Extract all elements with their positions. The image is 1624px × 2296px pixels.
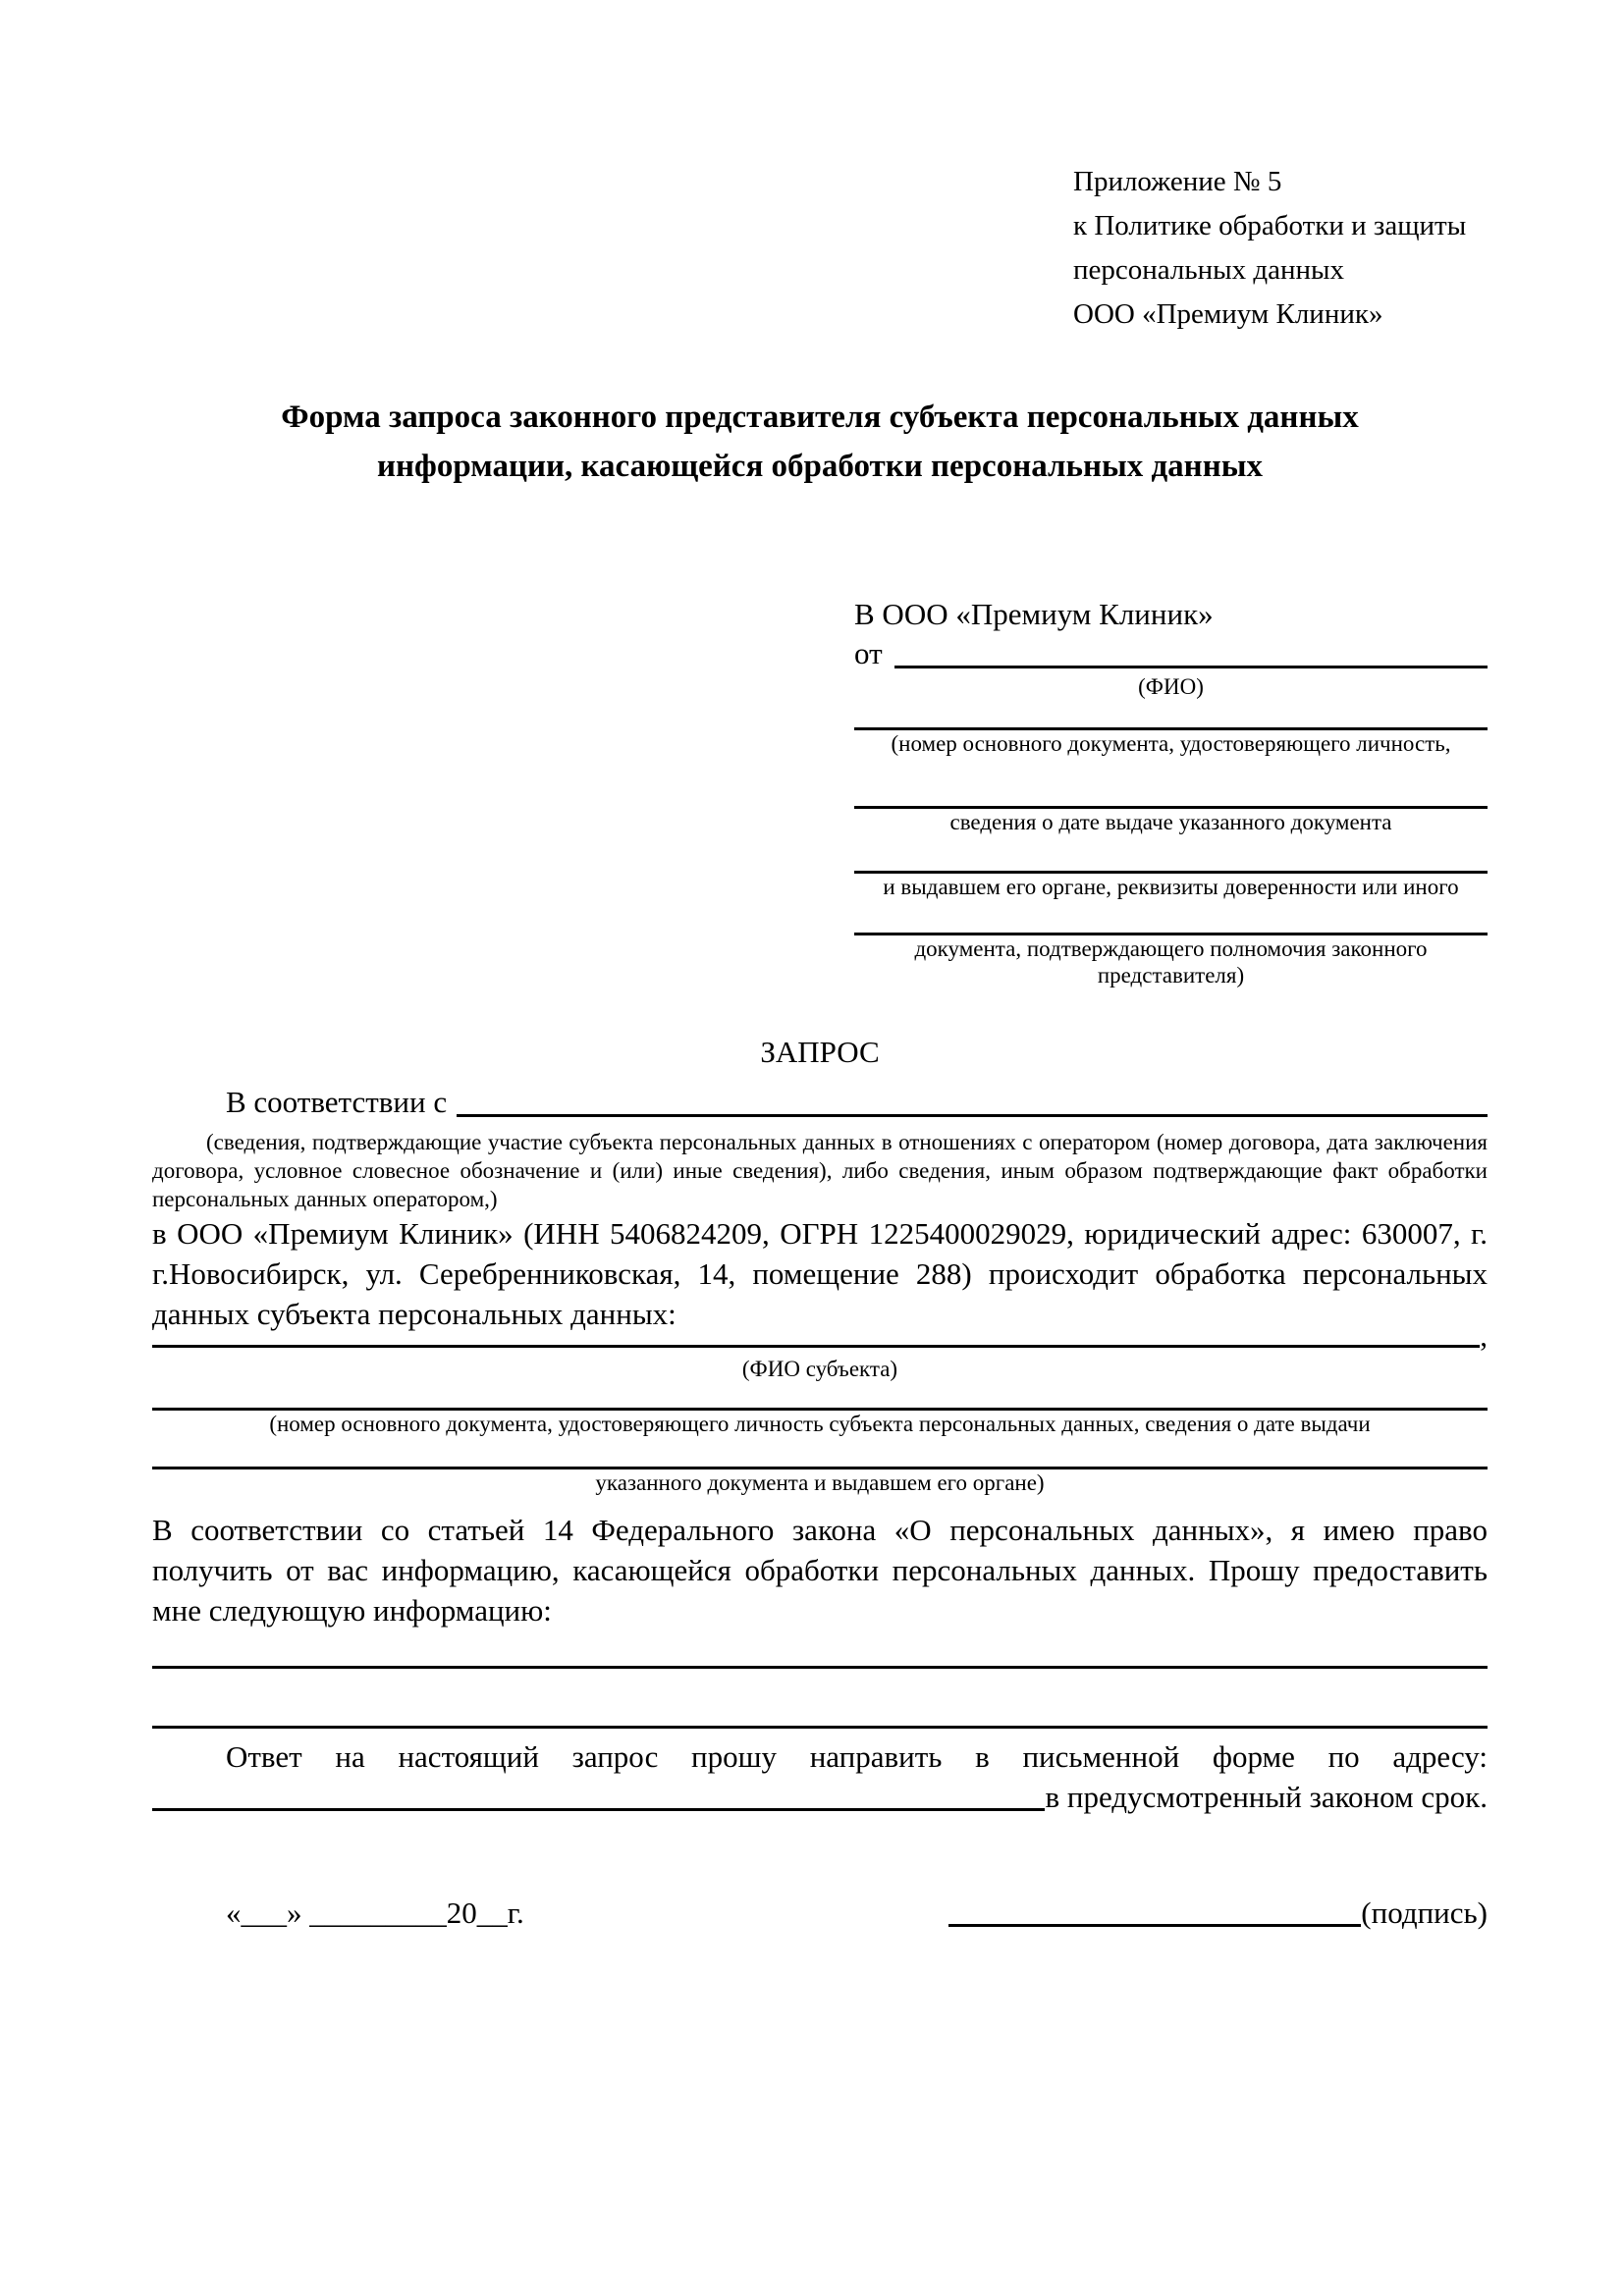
subject-doc-caption-2: указанного документа и выдавшем его органе): [595, 1470, 1045, 1495]
appendix-line: к Политике обработки и защиты: [1073, 210, 1467, 241]
basis-caption: (сведения, подтверждающие участие субъекта персональных данных в отношениях с оператором (номер договора, дата заключения договора, условное словесное обозначение и (или) иные сведения), либо сведения, иным образом подтверждающие факт обработки персональных данных оператором,): [152, 1130, 1488, 1211]
subject-doc-fill-line-2[interactable]: [152, 1437, 1488, 1469]
answer-paragraph: Ответ на настоящий запрос прошу направить в письменной форме по адресу:: [226, 1739, 1488, 1774]
answer-tail-text: в предусмотренный законом срок.: [1045, 1780, 1488, 1814]
subject-doc-caption-1: (номер основного документа, удостоверяющего личность субъекта персональных данных, сведения о дате выдачи: [269, 1412, 1371, 1436]
requested-info-fill-line-1[interactable]: [152, 1630, 1488, 1669]
subject-line-suffix: ,: [1480, 1318, 1488, 1353]
requested-info-fill-line-2[interactable]: [152, 1669, 1488, 1729]
form-title-line: Форма запроса законного представителя субъекта персональных данных: [281, 400, 1359, 435]
basis-fill-line[interactable]: [457, 1114, 1488, 1117]
appendix-line: ООО «Премиум Клиник»: [1073, 298, 1383, 330]
form-title: [152, 393, 1488, 491]
representative-fio-caption: (ФИО): [1138, 674, 1204, 699]
representative-doc-caption-2: сведения о дате выдаче указанного документа: [949, 810, 1392, 834]
address-fill-line[interactable]: [152, 1808, 1045, 1811]
address-row: [152, 1777, 1488, 1817]
signature-date-row: [152, 1894, 1488, 1933]
representative-doc-fill-line-2[interactable]: [854, 757, 1488, 809]
subject-doc-fill-line-1[interactable]: [152, 1382, 1488, 1411]
document-content: [152, 0, 1488, 1933]
date-field[interactable]: «___» _________20__г.: [226, 1896, 524, 1930]
representative-name-fill-line[interactable]: [894, 666, 1488, 668]
basis-row: [152, 1083, 1488, 1122]
addressee-organization: В ООО «Премиум Клиник»: [854, 597, 1214, 631]
addressee-block: [854, 595, 1488, 988]
appendix-line: Приложение № 5: [1073, 166, 1282, 197]
subject-fio-caption: (ФИО субъекта): [741, 1357, 898, 1381]
from-label: от: [854, 636, 883, 670]
representative-doc-fill-line-4[interactable]: [854, 900, 1488, 935]
appendix-line: персональных данных: [1073, 254, 1345, 286]
basis-label: В соответствии с: [226, 1085, 448, 1119]
request-heading: ЗАПРОС: [760, 1035, 880, 1069]
representative-doc-caption-3: и выдавшем его органе, реквизиты доверенности или иного: [883, 875, 1459, 899]
signature-area: [948, 1894, 1488, 1933]
operator-paragraph: в ООО «Премиум Клиник» (ИНН 5406824209, ОГРН 1225400029029, юридический адрес: 630007, г. г.Новосибирск, ул. Серебренниковская, 14, помещение 288) происходит обработка персональных данных субъекта персональных данных:: [152, 1216, 1488, 1331]
representative-doc-caption-4: документа, подтверждающего полномочия законного представителя): [914, 936, 1428, 988]
signature-fill-line[interactable]: [948, 1924, 1361, 1927]
subject-fio-fill-line[interactable]: [152, 1345, 1480, 1348]
signature-caption: (подпись): [1361, 1896, 1488, 1930]
subject-fio-row: [152, 1318, 1488, 1356]
representative-doc-fill-line-1[interactable]: [854, 700, 1488, 730]
law-paragraph: В соответствии со статьей 14 Федерального закона «О персональных данных», я имею право получить от вас информацию, касающейся обработки персональных данных. Прошу предоставить мне следующую информацию:: [152, 1513, 1488, 1628]
representative-doc-fill-line-3[interactable]: [854, 835, 1488, 874]
form-title-line: информации, касающейся обработки персональных данных: [377, 449, 1263, 484]
representative-doc-caption-1: (номер основного документа, удостоверяющего личность,: [891, 731, 1451, 756]
from-row: [854, 634, 1488, 673]
appendix-reference: [1073, 160, 1488, 337]
